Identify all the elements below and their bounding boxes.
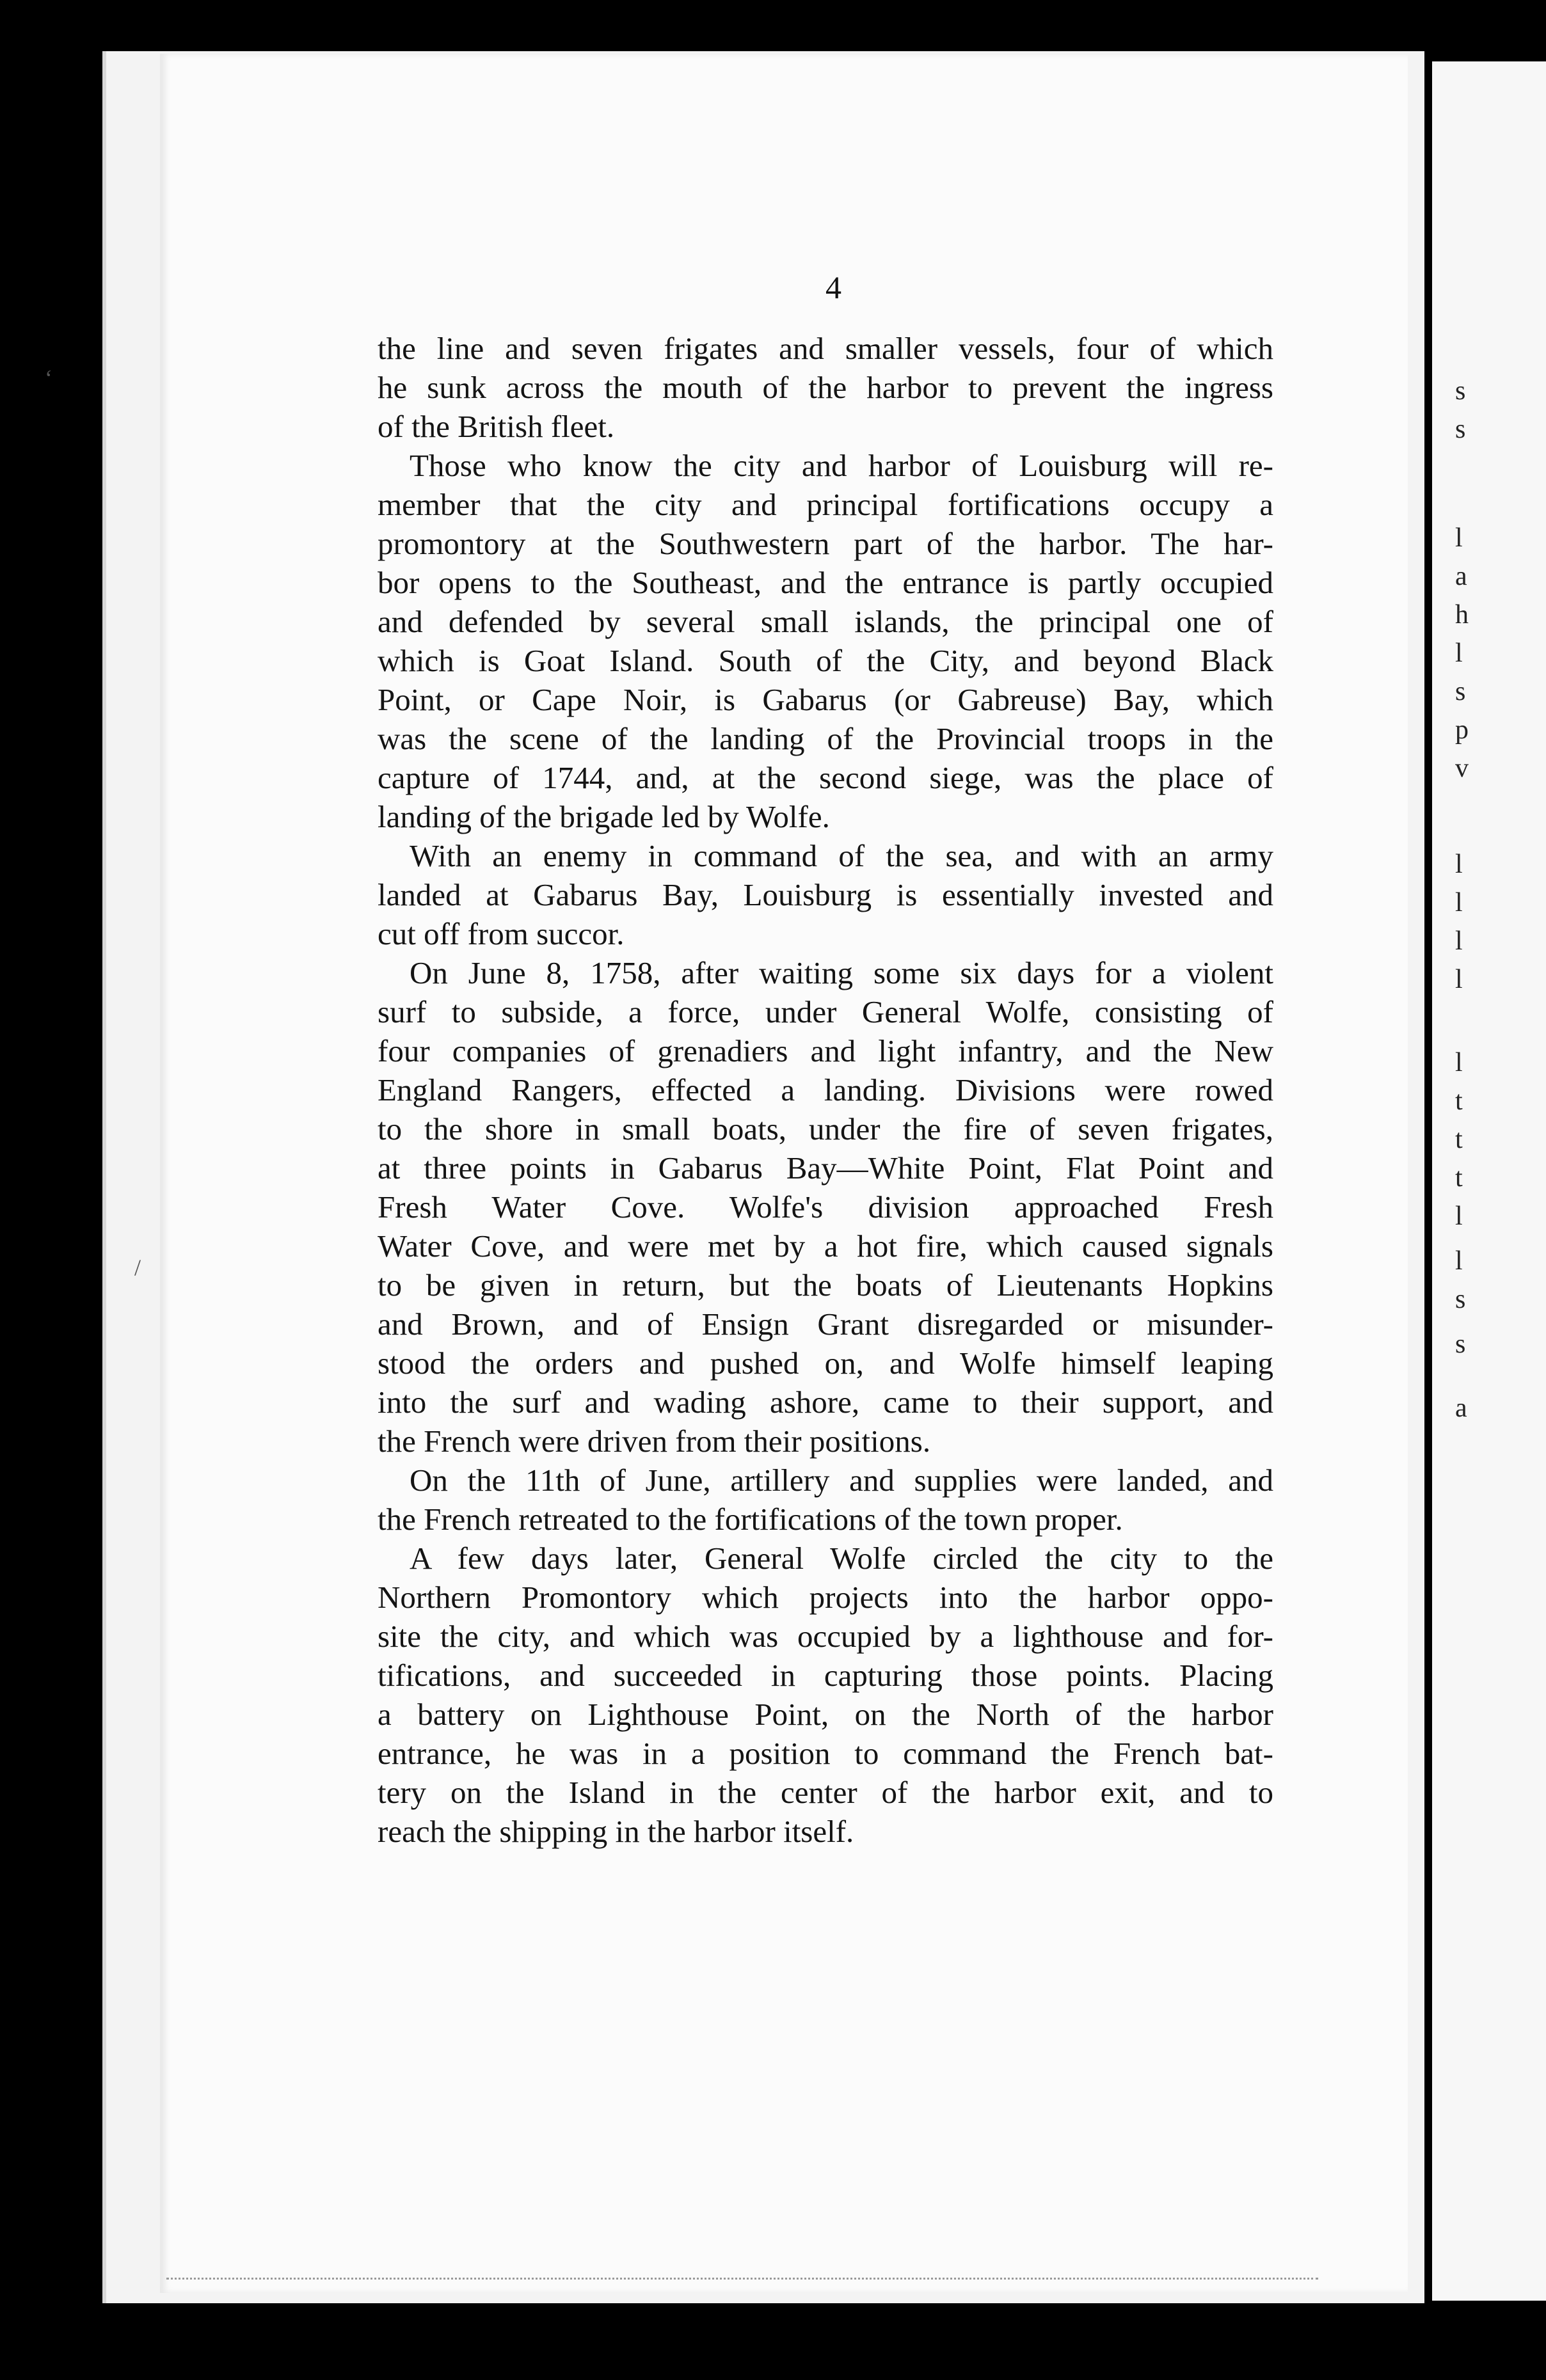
text-line: Northern Promontory which projects into the harbor oppo- [378,1580,1273,1615]
text-line: bor opens to the Southeast, and the entrance is partly occupied [378,565,1273,600]
text-line: into the surf and wading ashore, came to their support, and [378,1384,1273,1420]
text-line: On the 11th of June, artillery and supplies were landed, and [410,1463,1273,1498]
next-page-fragment: t [1455,1163,1463,1193]
next-page-fragment: s [1455,677,1466,706]
margin-mark: ‘ [45,365,52,391]
next-page-fragment: a [1455,562,1467,591]
text-line: the French were driven from their positions. [378,1424,931,1459]
next-page-fragment: s [1455,415,1466,444]
text-line: member that the city and principal fortifications occupy a [378,487,1273,522]
text-line: Fresh Water Cove. Wolfe's division approached Fresh [378,1189,1273,1225]
text-line: and Brown, and of Ensign Grant disregarded or misunder- [378,1306,1273,1342]
text-line: surf to subside, a force, under General Wolfe, consisting of [378,994,1273,1029]
next-page-fragment: h [1455,600,1469,630]
text-line: On June 8, 1758, after waiting some six days for a violent [410,955,1273,990]
next-page-fragment: t [1455,1086,1463,1116]
next-page-fragment: a [1455,1393,1467,1423]
text-line: to the shore in small boats, under the fire of seven frigates, [378,1111,1273,1146]
next-page-fragment: l [1455,888,1463,917]
text-line: landing of the brigade led by Wolfe. [378,799,830,834]
next-page-fragment: l [1455,926,1463,956]
text-line: landed at Gabarus Bay, Louisburg is essentially invested and [378,877,1273,912]
next-page-fragment: s [1455,1329,1466,1359]
text-line: A few days later, General Wolfe circled the city to the [410,1541,1273,1576]
text-line: the French retreated to the fortifications of the town proper. [378,1502,1123,1537]
next-page-fragment: l [1455,1246,1463,1276]
text-line: England Rangers, effected a landing. Divisions were rowed [378,1072,1273,1107]
text-line: cut off from succor. [378,916,625,951]
text-line: which is Goat Island. South of the City, and beyond Black [378,643,1273,678]
text-line: capture of 1744, and, at the second siege, was the place of [378,760,1273,795]
next-page-fragment: l [1455,965,1463,994]
text-line: entrance, he was in a position to command the French bat- [378,1736,1273,1771]
next-page-fragment: l [1455,1202,1463,1231]
text-line: tifications, and succeeded in capturing those points. Placing [378,1658,1273,1693]
text-line: was the scene of the landing of the Provincial troops in the [378,721,1273,756]
next-page-fragment: l [1455,1048,1463,1077]
text-line: of the British fleet. [378,409,615,444]
body-text [378,329,1273,1851]
text-line: Point, or Cape Noir, is Gabarus (or Gabreuse) Bay, which [378,682,1273,717]
margin-mark: / [134,1255,141,1280]
text-line: four companies of grenadiers and light infantry, and the New [378,1033,1273,1068]
next-page-fragment: p [1455,715,1469,745]
next-page-fragment: t [1455,1125,1463,1154]
text-line: Those who know the city and harbor of Louisburg will re- [410,448,1273,483]
text-line: he sunk across the mouth of the harbor to prevent the ingress [378,370,1273,405]
next-page-fragment: v [1455,754,1469,783]
next-page-fragment: s [1455,1285,1466,1314]
text-line: tery on the Island in the center of the harbor exit, and to [378,1775,1273,1810]
text-line: With an enemy in command of the sea, and with an army [410,838,1273,873]
text-line: the line and seven frigates and smaller vessels, four of which [378,331,1273,366]
next-page-fragment: s [1455,376,1466,406]
next-page-fragment: l [1455,850,1463,879]
text-line: at three points in Gabarus Bay—White Point, Flat Point and [378,1150,1273,1186]
text-line: a battery on Lighthouse Point, on the North of the harbor [378,1697,1273,1732]
next-page-fragment: l [1455,639,1463,668]
text-line: Water Cove, and were met by a hot fire, which caused signals [378,1228,1273,1264]
text-line: to be given in return, but the boats of Lieutenants Hopkins [378,1267,1273,1303]
text-line: promontory at the Southwestern part of the harbor. The har- [378,526,1273,561]
text-line: and defended by several small islands, the principal one of [378,604,1273,639]
page-number: 4 [825,269,841,305]
text-line: stood the orders and pushed on, and Wolfe himself leaping [378,1345,1273,1381]
text-line: site the city, and which was occupied by a lighthouse and for- [378,1619,1273,1654]
bottom-edge-noise [166,2239,1318,2280]
next-page-edge [1432,61,1546,2301]
next-page-fragment: l [1455,523,1463,553]
text-line: reach the shipping in the harbor itself. [378,1814,854,1849]
